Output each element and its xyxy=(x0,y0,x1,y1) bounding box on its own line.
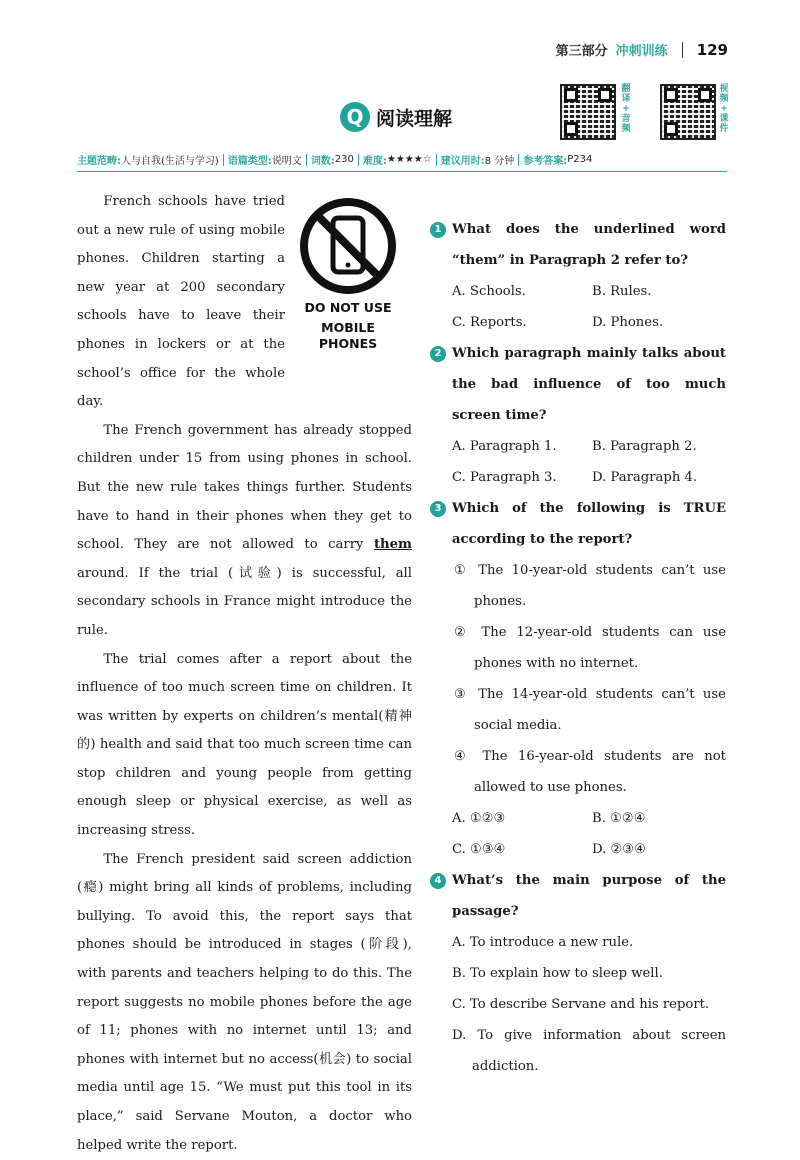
option[interactable]: A. ①②③ xyxy=(452,811,506,826)
page-number: 129 xyxy=(696,40,728,59)
questions xyxy=(430,214,726,1082)
qr-code-video[interactable] xyxy=(660,84,716,140)
paragraph-1: French schools have tried out a new rule of using mobile phones. Children starting a new year at 200 secondary schools have to leave their phones in lockers or at the school’s office for the whole day. xyxy=(77,194,285,410)
statement: ④ The 16-year-old students are not allowed to use phones. xyxy=(454,749,726,795)
section-label: 冲刺训练 xyxy=(615,44,668,59)
option[interactable]: B. ①②④ xyxy=(592,811,646,826)
statement: ③ The 14-year-old students can’t use social media. xyxy=(454,687,726,733)
reading-icon: Q xyxy=(340,102,370,132)
options-3 xyxy=(430,803,726,865)
sign-caption-2: MOBILE PHONES xyxy=(318,320,378,351)
option[interactable]: A. To introduce a new rule. xyxy=(452,935,634,950)
qr-label-translation: 翻 译 + 音 频 xyxy=(621,84,631,134)
question-4: 4 What’s the main purpose of the passage? xyxy=(430,865,726,927)
paragraph-3: The trial comes after a report about the influence of too much screen time on children. It was written by experts on children’s mental(精神的) health and said that too much screen time can stop children and young people from getting enough sleep or physical exercise, as well as increasing stress. xyxy=(77,651,412,839)
option[interactable]: B. Paragraph 2. xyxy=(592,439,697,454)
option[interactable]: C. Paragraph 3. xyxy=(452,470,557,485)
paragraph-2: The French government has already stopped children under 15 from using phones in school. But the new rule takes things further. Students have to hand in their phones when they get to school. They are not allowed to carry them around. If the trial (试验) is successful, all secondary schools in France might introduce the rule. xyxy=(77,422,412,638)
qr-label-video: 视 频 + 课 件 xyxy=(719,84,729,134)
option[interactable]: D. Paragraph 4. xyxy=(592,470,698,485)
part-label: 第三部分 xyxy=(555,44,608,59)
option[interactable]: C. To describe Servane and his report. xyxy=(452,997,710,1012)
question-number-icon: 4 xyxy=(430,873,446,889)
underlined-word: them xyxy=(373,537,412,553)
option[interactable]: D. To give information about screen addiction. xyxy=(452,1028,726,1074)
statement: ② The 12-year-old students can use phones with no internet. xyxy=(454,625,726,671)
options-2 xyxy=(430,431,726,493)
option[interactable]: D. ②③④ xyxy=(592,842,646,857)
meta-bar: 主题范畴: 人与自我(生活与学习) 语篇类型: 说明文 词数: 230 难度: ★★★★☆ 建议用时: 8 分钟 参考答案: P234 xyxy=(77,152,727,172)
options-1 xyxy=(430,276,726,338)
section-title-text: 阅读理解 xyxy=(376,107,453,130)
option[interactable]: C. ①③④ xyxy=(452,842,506,857)
statement: ① The 10-year-old students can’t use phones. xyxy=(454,563,726,609)
section-title xyxy=(340,102,452,132)
option[interactable]: B. To explain how to sleep well. xyxy=(452,966,663,981)
question-number-icon: 2 xyxy=(430,346,446,362)
option[interactable]: C. Reports. xyxy=(452,315,527,330)
sign-caption-1: DO NOT USE xyxy=(304,300,392,315)
options-4 xyxy=(430,927,726,1082)
page-header xyxy=(556,40,728,59)
question-2: 2 Which paragraph mainly talks about the bad influence of too much screen time? xyxy=(430,338,726,431)
header-divider xyxy=(682,42,683,58)
paragraph-4: The French president said screen addiction (瘾) might bring all kinds of problems, including bullying. To avoid this, the report says that phones should be introduced in stages (阶段), with parents and teachers helping to do this. The report suggests no mobile phones before the age of 11; phones with no internet until 13; and phones with internet but no access(机会) to social media until age 15. “We must put this tool in its place,” said Servane Mouton, a doctor who helped write the report. xyxy=(77,851,412,1153)
option[interactable]: A. Paragraph 1. xyxy=(452,439,557,454)
reading-passage xyxy=(77,188,412,1160)
option[interactable]: A. Schools. xyxy=(452,284,526,299)
option[interactable]: B. Rules. xyxy=(592,284,652,299)
question-number-icon: 3 xyxy=(430,501,446,517)
question-number-icon: 1 xyxy=(430,222,446,238)
option[interactable]: D. Phones. xyxy=(592,315,664,330)
qr-code-translation[interactable] xyxy=(560,84,616,140)
question-3: 3 Which of the following is TRUE according to the report? xyxy=(430,493,726,555)
question-1: 1 What does the underlined word “them” in Paragraph 2 refer to? xyxy=(430,214,726,276)
